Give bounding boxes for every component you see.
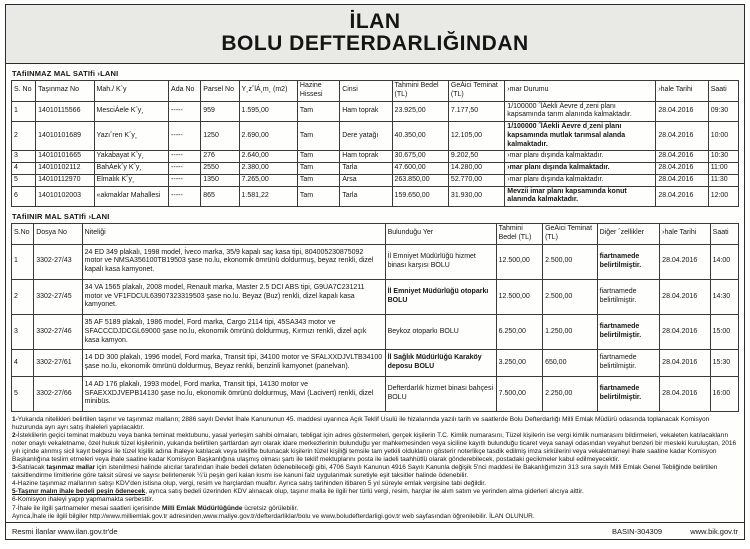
table-cell: 14010101689	[36, 122, 94, 151]
table-cell: 959	[201, 101, 239, 122]
table-cell: 1.250,00	[543, 315, 598, 350]
column-header: Cinsi	[340, 81, 392, 102]
table-cell: 10:00	[708, 122, 738, 151]
table-cell: 14010112970	[36, 174, 94, 186]
table-cell: 28.04.2016	[660, 315, 710, 350]
table-cell: ›mar planı dışında kalmaktadır.	[505, 151, 656, 163]
movable-table-title: TAfiINIR MAL SATIfi ›LANI	[12, 212, 110, 221]
table-cell: 15:00	[710, 315, 738, 350]
table-cell: 31.930,00	[448, 186, 504, 207]
table-row	[12, 151, 739, 163]
table-cell: 2.250,00	[543, 376, 598, 411]
note-segment: 6-	[12, 496, 18, 504]
notes-section	[12, 416, 738, 521]
table-cell: 12:00	[708, 186, 738, 207]
table-cell: 12.105,00	[448, 122, 504, 151]
note-segment: taşınmaz mallar	[46, 464, 96, 472]
table-cell: 10:30	[708, 151, 738, 163]
table-cell: 14 DD 300 plakalı, 1996 model, Ford marka, Transit tipi, 34100 motor ve SFALXXDJVLTB34100 şase no.lu, ekonomik ömrünü doldurmuş, Beyaz renkli, benzinli kamyonet (panelvan).	[82, 350, 385, 377]
column-header: Parsel No	[201, 81, 239, 102]
table-cell: 5	[12, 376, 34, 411]
table-cell: 3.250,00	[496, 350, 542, 377]
table-cell: 28.04.2016	[660, 350, 710, 377]
immovable-table-header-row	[12, 81, 739, 102]
table-row	[12, 163, 739, 175]
note-segment: için istenilmesi halinde alıcılar tarafından ihale bedeli defaten ödenebileceği gibi, 4706 Sayılı Kanunun 4916 Sayılı Kanunla değişik 5'nci maddesi ile Bakanlığımızın 313 sıra sayılı Milli Emlak Genel Tebliğinde belirtilen taksitlendirme limitlerine göre taksit süresi ve sayısı belirlenerek ¼'ü peşin geri kalan kısmı ise kanuni faiz uygulanmak suretiyle eşit taksitler halinde ödenebilir.	[12, 464, 718, 480]
footer-resmi-ilanlar-text: Resmi İlanlar www.ilan.gov.tr'de	[12, 527, 118, 536]
table-cell: 9.202,50	[448, 151, 504, 163]
table-cell: 2	[12, 279, 34, 314]
table-cell: 2.500,00	[543, 244, 598, 279]
column-header: Ada No	[169, 81, 201, 102]
table-row	[12, 174, 739, 186]
table-row	[12, 244, 739, 279]
table-cell: 1250	[201, 122, 239, 151]
table-cell: 28.04.2016	[656, 122, 708, 151]
table-cell: 47.600,00	[392, 163, 448, 175]
table-cell: -----	[169, 186, 201, 207]
column-header: Niteliği	[82, 224, 385, 245]
table-cell: 11:30	[708, 174, 738, 186]
movable-sales-table	[11, 223, 739, 412]
table-cell: Mevzii imar planı kapsamında konut alanında kalmaktadır.	[505, 186, 656, 207]
table-cell: 7.500,00	[496, 376, 542, 411]
column-header: ›hale Tarihi	[656, 81, 708, 102]
table-cell: 28.04.2016	[660, 279, 710, 314]
table-cell: Defterdarlık hizmet binası bahçesi BOLU	[385, 376, 496, 411]
table-cell: 34 VA 1565 plakalı, 2008 model, Renault marka, Master 2.5 DCI ABS tipi, G9UA7C231211 motor ve VF1FDCUL63907323319503 şase no.lu. Beyaz (Buz) renkli, dizel kapalı kasa kamyonet.	[82, 279, 385, 314]
footer-bik-url: www.bik.gov.tr	[690, 527, 738, 536]
column-header: Mah./ Kˆy	[94, 81, 169, 102]
table-cell: İl Emniyet Müdürlüğü hizmet binası karşısı BOLU	[385, 244, 496, 279]
table-row	[12, 315, 739, 350]
table-cell: -----	[169, 163, 201, 175]
table-cell: 3	[12, 315, 34, 350]
table-cell: -----	[169, 101, 201, 122]
column-header: S. No	[12, 81, 36, 102]
table-cell: 2550	[201, 163, 239, 175]
table-cell: 28.04.2016	[656, 174, 708, 186]
table-cell: fiartnamede belirtilmiştir.	[597, 279, 660, 314]
table-cell: 14:30	[710, 279, 738, 314]
table-row	[12, 122, 739, 151]
note-segment: Milli Emlak Müdürlüğünde	[161, 504, 243, 512]
table-cell: Tarla	[340, 186, 392, 207]
column-header: GeÁici Teminat (TL)	[543, 224, 598, 245]
table-cell: -----	[169, 174, 201, 186]
immovable-table-title: TAfiINMAZ MAL SATIfi ›LANI	[12, 69, 119, 78]
table-cell: 30.675,00	[392, 151, 448, 163]
table-cell: 6	[12, 186, 36, 207]
table-cell: Tam	[297, 174, 339, 186]
table-cell: 1/100000 ˆlÁekli Áevre d¸zeni planı kapsamında mutlak tarımsal alanda kalmaktadır.	[505, 122, 656, 151]
table-cell: 3302-27/45	[34, 279, 82, 314]
table-cell: 3	[12, 151, 36, 163]
table-cell: 12.500,00	[496, 244, 542, 279]
page-title: İLAN	[349, 10, 401, 33]
note-line	[12, 480, 738, 488]
table-cell: 2.380,00	[239, 163, 297, 175]
table-cell: 650,00	[543, 350, 598, 377]
table-cell: 1350	[201, 174, 239, 186]
column-header: Saati	[708, 81, 738, 102]
table-cell: 23.925,00	[392, 101, 448, 122]
table-row	[12, 279, 739, 314]
table-cell: 263.850,00	[392, 174, 448, 186]
table-cell: 09:30	[708, 101, 738, 122]
note-segment: 7-	[12, 504, 18, 512]
table-cell: fiartnamede belirtilmiştir.	[597, 244, 660, 279]
note-segment: Taşınır malın ihale bedeli peşin ödenecek	[17, 488, 146, 496]
table-cell: 28.04.2016	[660, 244, 710, 279]
table-cell: 14010101665	[36, 151, 94, 163]
note-segment: Komisyon ihaleyi yapıp yapmamakta serbesttir.	[17, 496, 154, 504]
table-cell: 2	[12, 122, 36, 151]
table-cell: Tam	[297, 163, 339, 175]
footer-bar	[6, 522, 744, 539]
note-line	[12, 464, 738, 480]
page-subtitle: BOLU DEFTERDARLIĞINDAN	[221, 32, 529, 55]
column-header: Diğer ˆzellikler	[597, 224, 660, 245]
table-cell: 1.581,22	[239, 186, 297, 207]
table-cell: 28.04.2016	[656, 163, 708, 175]
table-cell: Tam	[297, 101, 339, 122]
table-row	[12, 350, 739, 377]
note-segment: İsteklilerin geçici teminat makbuzu veya banka teminat mektubunu, yasal yerleşim sahibi olmaları, tebligat için adres göstermeleri, gerçek kişilerin T.C. Kimlik numarasını, Tüzel kişilerin ise vergi kimlik numarasını bildirmeleri, vekaleten katılacakların noter onaylı vekaletname, özel hukuk tüzel kişilerinin, yukarıda belirtilen şartlardan ayrı olarak idare merkezlerinin bulunduğu yer mahkemesinden veya siciline kayıtlı bulunduğu ticaret veya sanayi odasından veyahut benzeri bir mesleki kuruluştan, 2016 yılı içinde alınmış sicil kayıt belgesi ile tüzel kişilik adına ihaleye katılacak veya teklifte bulunacak kişilerin tüzel kişiliği temsile tam yetkili olduklarını gösterir noterlikçe tasdik edilmiş imza sirkülerini veya vekaletnameyi ihale saatine kadar Komisyon Başkanlığına teslim etmeleri veya ihale saatine kadar Komisyon Başkanlığına ulaşmış olması şartı ile teklif mektuplarını posta ile iadeli taahhütlü olarak gönderebilecek, postadaki gecikmeler kabul edilmeyecektir.	[12, 432, 737, 464]
table-cell: 2.500,00	[543, 279, 598, 314]
table-cell: Arsa	[340, 174, 392, 186]
note-line	[12, 416, 738, 432]
table-cell: 2.640,00	[239, 151, 297, 163]
note-segment: Yukarıda nitelikleri belirtilen taşınır ve taşınmaz malların; 2886 sayılı Devlet İhale Kanununun 45. maddesi uyarınca Açık Teklif Usulü ile hizalarında yazılı tarih ve saatlerde Bolu Defterdarlığı Milli Emlak Müdürü odasında toplanacak Komisyon huzurunda ayrı ayrı satış ihaleleri yapılacaktır.	[12, 416, 710, 432]
table-cell: 14010115566	[36, 101, 94, 122]
column-header: Taşınmaz No	[36, 81, 94, 102]
table-cell: BahÁekˆy Kˆy¸	[94, 163, 169, 175]
table-cell: 3302-27/66	[34, 376, 82, 411]
table-cell: 28.04.2016	[660, 376, 710, 411]
note-segment: Satılacak	[17, 464, 47, 472]
immovable-sales-table	[11, 80, 739, 207]
note-segment: Ayrıca,İhale ile ilgili bilgiler http://www.milliemlak.gov.tr adresinden,www.maliye.gov.tr/defterdarliklar/bolu ve www.boludefterdarligi.gov.tr web sayfasından öğrenilebilir. İLAN OLUNUR.	[12, 512, 535, 520]
table-cell: 159.650,00	[392, 186, 448, 207]
table-cell: MesciÁele Kˆy¸	[94, 101, 169, 122]
table-cell: Elmalık Kˆy¸	[94, 174, 169, 186]
table-cell: 865	[201, 186, 239, 207]
table-cell: Yazıˆren Kˆy¸	[94, 122, 169, 151]
table-cell: 1	[12, 244, 34, 279]
table-cell: 4	[12, 350, 34, 377]
note-line	[12, 488, 738, 496]
table-cell: 16:00	[710, 376, 738, 411]
column-header: Tahmini Bedel (TL)	[392, 81, 448, 102]
masthead	[6, 5, 744, 64]
table-cell: 2.690,00	[239, 122, 297, 151]
table-cell: 7.177,50	[448, 101, 504, 122]
table-cell: Dere yatağı	[340, 122, 392, 151]
table-cell: ›mar planı dışında kalmaktadır.	[505, 163, 656, 175]
table-cell: fiartnamede belirtilmiştir.	[597, 376, 660, 411]
table-cell: 12.500,00	[496, 279, 542, 314]
table-cell: 14.280,00	[448, 163, 504, 175]
table-cell: 6.250,00	[496, 315, 542, 350]
table-cell: «akmaklar Mahallesi	[94, 186, 169, 207]
note-line	[12, 513, 738, 521]
table-cell: 14 AD 176 plakalı, 1993 model, Ford marka, Transit tipi, 14130 motor ve SFAEXXDJVEPB14130 şase no.lu, ekonomik ömrünü doldurmuş, Mavi (Lacivert) renkli, dizel minibüs.	[82, 376, 385, 411]
footer-basin-number: BASIN-304309	[612, 527, 663, 536]
table-cell: -----	[169, 122, 201, 151]
table-cell: -----	[169, 151, 201, 163]
table-cell: 3302-27/61	[34, 350, 82, 377]
column-header: Dosya No	[34, 224, 82, 245]
table-cell: Yakabayat Kˆy¸	[94, 151, 169, 163]
table-cell: 276	[201, 151, 239, 163]
table-cell: 40.350,00	[392, 122, 448, 151]
column-header: Saati	[710, 224, 738, 245]
table-cell: İl Emniyet Müdürlüğü otoparkı BOLU	[385, 279, 496, 314]
table-cell: Ham toprak	[340, 151, 392, 163]
column-header: GeÁici Teminat (TL)	[448, 81, 504, 102]
table-cell: 3302-27/43	[34, 244, 82, 279]
note-segment: İhale ile ilgili şartnameler mesai saatleri içerisinde	[17, 504, 162, 512]
column-header: Hazine Hissesi	[297, 81, 339, 102]
note-segment: , ayrıca satış bedeli üzerinden KDV alınacak olup, taşınır malla ile ilgili her türlü vergi, resim, harçlar ile alım satım ve yerinden alma giderleri alıcıya aittir.	[145, 488, 584, 496]
table-cell: Tam	[297, 186, 339, 207]
column-header: ›mar Durumu	[505, 81, 656, 102]
note-segment: 3-	[12, 464, 18, 472]
table-cell: 28.04.2016	[656, 101, 708, 122]
table-cell: 1.595,00	[239, 101, 297, 122]
table-row	[12, 186, 739, 207]
note-segment: 4-	[12, 480, 18, 488]
table-cell: İl Sağlık Müdürlüğü Karaköy deposu BOLU	[385, 350, 496, 377]
table-cell: Tam	[297, 122, 339, 151]
column-header: Bulunduğu Yer	[385, 224, 496, 245]
note-segment: Hazine taşınmaz mallarının satışı KDV'den istisna olup, vergi, resim ve harçlardan muaftır. Ayrıca satış tarihinden itibaren 5 yıl süreyle emlak vergisine tabi değildir.	[17, 480, 487, 488]
table-cell: 28.04.2016	[656, 151, 708, 163]
column-header: ›hale Tarihi	[660, 224, 710, 245]
table-cell: 15:30	[710, 350, 738, 377]
table-row	[12, 101, 739, 122]
column-header: Y¸zˆlÁ¸m¸ (m2)	[239, 81, 297, 102]
column-header: Tahmini Bedel (TL)	[496, 224, 542, 245]
table-cell: fiartnamede belirtilmiştir.	[597, 315, 660, 350]
table-cell: 1/100000 ˆlÁekli Áevre d¸zeni planı kapsamında tarım alanında kalmaktadır.	[505, 101, 656, 122]
table-cell: Tam	[297, 151, 339, 163]
table-cell: Ham toprak	[340, 101, 392, 122]
note-line	[12, 496, 738, 504]
table-cell: 28.04.2016	[656, 186, 708, 207]
ad-content	[6, 69, 744, 521]
note-segment: 5-	[12, 488, 18, 496]
table-cell: 11:00	[708, 163, 738, 175]
table-row	[12, 376, 739, 411]
table-cell: 5	[12, 174, 36, 186]
table-cell: 7.265,00	[239, 174, 297, 186]
table-cell: 4	[12, 163, 36, 175]
table-cell: 3302-27/46	[34, 315, 82, 350]
table-cell: 14:00	[710, 244, 738, 279]
movable-table-header-row	[12, 224, 739, 245]
table-cell: Beykoz otoparkı BOLU	[385, 315, 496, 350]
note-segment: 2-	[12, 432, 18, 440]
table-cell: 52.770,00	[448, 174, 504, 186]
column-header: S.No	[12, 224, 34, 245]
table-cell: fiartnamede belirtilmiştir.	[597, 350, 660, 377]
note-line	[12, 432, 738, 464]
newspaper-ad-page	[5, 4, 745, 540]
table-cell: 14010102003	[36, 186, 94, 207]
table-cell: 35 AF 5189 plakalı, 1986 model, Ford marka, Cargo 2114 tipi, 45SA343 motor ve SFACCCDJDCGL69000 şase no.lu, ekonomik ömrünü doldurmuş, Kırmızı renkli, dizel açık kasa kamyon.	[82, 315, 385, 350]
note-segment: ücretsiz görülebilir.	[242, 504, 299, 512]
table-cell: ›mar planı dışında kalmaktadır.	[505, 174, 656, 186]
table-cell: Tarla	[340, 163, 392, 175]
table-cell: 1	[12, 101, 36, 122]
table-cell: 24 ED 349 plakalı, 1998 model, İveco marka, 35/9 kapalı saç kasa tipi, 804005230875092 motor ve NMSA356100TB19503 şase no.lu, ekonomik ömrünü doldurmuş, beyaz renkli, dizel kapalı kasa kamyonet.	[82, 244, 385, 279]
note-line	[12, 505, 738, 513]
table-cell: 14010102112	[36, 163, 94, 175]
note-segment: 1-	[12, 416, 18, 423]
